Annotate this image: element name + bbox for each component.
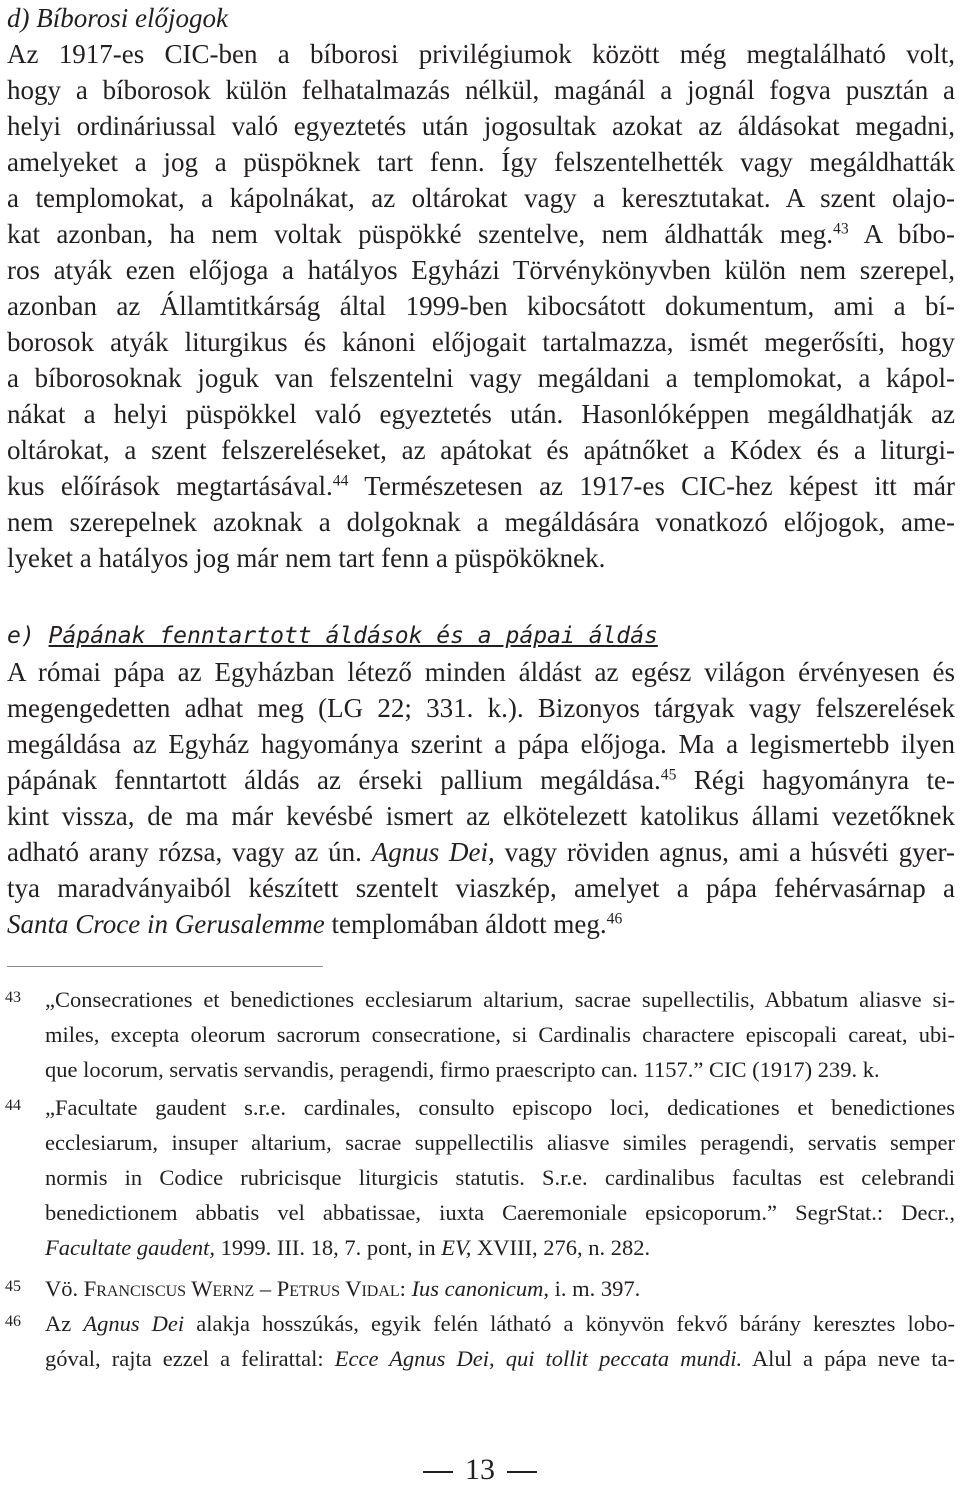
paragraph-line: nákat a helyi püspökkel való egyeztetés után. Hasonlóképpen megáldhatják az bbox=[7, 399, 955, 429]
paragraph-line: A római pápa az Egyházban létező minden áldást az egész világon érvényesen és bbox=[7, 657, 955, 687]
line-text: Vö. bbox=[45, 1276, 79, 1301]
line-text: Természetesen az 1917-es CIC-hez képest itt már bbox=[364, 471, 955, 501]
author-name: Petrus Vidal bbox=[276, 1276, 400, 1301]
paragraph-line: nem szerepelnek azoknak a dolgoknak a megáldására vonatkozó előjogok, ame- bbox=[7, 507, 955, 537]
footnote-number-45: 45 bbox=[5, 1278, 21, 1295]
dash-left bbox=[423, 1471, 453, 1473]
line-text: pápának fenntartott áldás az érseki pallium megáldása. bbox=[7, 765, 661, 795]
footnote-line bbox=[45, 1344, 955, 1374]
line-text: : bbox=[399, 1276, 406, 1301]
paragraph-line bbox=[7, 762, 955, 798]
line-text: kat azonban, ha nem voltak püspökké szentelve, nem áldhatták meg. bbox=[7, 219, 834, 249]
italic-term: Agnus Dei, bbox=[371, 837, 495, 867]
footnote-line bbox=[45, 1309, 955, 1339]
heading-prefix: e) bbox=[7, 623, 49, 649]
paragraph-line: hogy a bíborosok külön felhatalmazás nélkül, magánál a jognál fogva pusztán a bbox=[7, 75, 955, 105]
footnote-number-46: 46 bbox=[5, 1313, 21, 1330]
italic-term: Ecce Agnus Dei, qui tollit peccata mundi. bbox=[334, 1346, 743, 1371]
heading-title: Pápának fenntartott áldások és a pápai áldás bbox=[48, 623, 658, 649]
line-text: XVIII, 276, n. 282. bbox=[477, 1235, 651, 1260]
line-text: templomában áldott meg. bbox=[331, 909, 607, 939]
footnote-number-43: 43 bbox=[5, 989, 21, 1006]
line-text: kus előírások megtartásával. bbox=[7, 471, 333, 501]
line-text: Az bbox=[45, 1311, 72, 1336]
page-number bbox=[0, 1452, 960, 1488]
italic-term: Ius canonicum bbox=[411, 1276, 544, 1301]
italic-term: Santa Croce in Gerusalemme bbox=[7, 909, 325, 939]
line-text: – bbox=[259, 1276, 272, 1301]
line-text: Alul a pápa neve ta- bbox=[751, 1346, 955, 1371]
paragraph-line: a templomokat, a kápolnákat, az oltárokat vagy a keresztutakat. A szent olajo- bbox=[7, 183, 955, 213]
footnote-line: ecclesiarum, insuper altarium, sacrae suppellectilis aliasve similes peragendi, servatis semper bbox=[45, 1130, 955, 1155]
footnote-ref-46[interactable]: 46 bbox=[606, 910, 623, 928]
footnote-line bbox=[45, 1233, 955, 1263]
line-text: Régi hagyományra te- bbox=[693, 765, 956, 795]
paragraph-line: megáldása az Egyház hagyománya szerint a pápa előjoga. Ma a legismertebb ilyen bbox=[7, 729, 955, 759]
footnote-number-44: 44 bbox=[5, 1097, 21, 1114]
paragraph-line bbox=[7, 468, 955, 504]
paragraph-line: Az 1917-es CIC-ben a bíborosi privilégiumok között még megtalálható volt, bbox=[7, 39, 955, 69]
paragraph-line: borosok atyák liturgikus és kánoni előjogait tartalmazza, ismét megerősíti, hogy bbox=[7, 327, 955, 357]
line-text: , i. m. 397. bbox=[543, 1276, 641, 1301]
line-text: góval, rajta ezzel a felirattal: bbox=[45, 1346, 324, 1371]
footnote-line: miles, excepta oleorum sacrorum consecratione, si Cardinalis charactere episcopali careat, ubi- bbox=[45, 1022, 955, 1047]
italic-term: Agnus Dei bbox=[83, 1311, 185, 1336]
footnote-line: benedictionem abbatis vel abbatissae, iuxta Caeremoniale epsicoporum.” SegrStat.: Decr., bbox=[45, 1200, 955, 1225]
footnote-line: „Facultate gaudent s.r.e. cardinales, consulto episcopo loci, dedicationes et benedictiones bbox=[45, 1095, 955, 1120]
paragraph-line: azonban az Államtitkárság által 1999-ben kibocsátott dokumentum, ami a bí- bbox=[7, 291, 955, 321]
paragraph-line bbox=[7, 216, 955, 252]
section-e-heading bbox=[7, 618, 955, 654]
line-text: adható arany rózsa, vagy az ún. bbox=[7, 837, 362, 867]
italic-term: Facultate gaudent, bbox=[45, 1235, 215, 1260]
paragraph-line: oltárokat, a szent felszereléseket, az apátokat és apátnőket a Kódex és a liturgi- bbox=[7, 435, 955, 465]
footnote-line: normis in Codice rubricisque liturgicis statutis. S.r.e. cardinalibus facultas est celebrandi bbox=[45, 1165, 955, 1190]
line-text: vagy röviden agnus, ami a húsvéti gyer- bbox=[504, 837, 956, 867]
author-name: Franciscus Wernz bbox=[83, 1276, 255, 1301]
line-text: 1999. III. 18, 7. pont, in bbox=[220, 1235, 436, 1260]
line-text: alakja hosszúkás, egyik felén látható a könyvön fekvő bárány keresztes lobo- bbox=[196, 1311, 956, 1336]
footnote-line: „Consecrationes et benedictiones ecclesiarum altarium, sacrae supellectilis, Abbatum aliasve si- bbox=[45, 987, 955, 1012]
footnote-ref-43[interactable]: 43 bbox=[833, 220, 849, 238]
section-d-heading: d) Bíborosi előjogok bbox=[7, 3, 228, 33]
paragraph-line: lyeket a hatályos jog már nem tart fenn a püspököknek. bbox=[7, 543, 606, 573]
paragraph-line: ros atyák ezen előjoga a hatályos Egyházi Törvénykönyvben külön nem szerepel, bbox=[7, 255, 955, 285]
paragraph-line: amelyeket a jog a püspöknek tart fenn. Így felszentelhették vagy megáldhatták bbox=[7, 147, 955, 177]
footnote-divider bbox=[7, 966, 323, 967]
paragraph-line: kint vissza, de ma már kevésbé ismert az elkötelezett katolikus állami vezetőknek bbox=[7, 801, 955, 831]
italic-term: EV, bbox=[441, 1235, 472, 1260]
footnote-ref-44[interactable]: 44 bbox=[332, 472, 349, 490]
footnote-ref-45[interactable]: 45 bbox=[660, 766, 677, 784]
paragraph-line bbox=[7, 906, 955, 942]
page-number-text: 13 bbox=[465, 1453, 495, 1486]
paragraph-line: helyi ordináriussal való egyeztetés után jogosultak azokat az áldásokat megadni, bbox=[7, 111, 955, 141]
dash-right bbox=[507, 1471, 537, 1473]
paragraph-line: megengedetten adhat meg (LG 22; 331. k.). Bizonyos tárgyak vagy felszerelések bbox=[7, 693, 955, 723]
paragraph-line: a bíborosoknak joguk van felszentelni vagy megáldani a templomokat, a kápol- bbox=[7, 363, 955, 393]
paragraph-line: tya maradványaiból készített szentelt viaszkép, amelyet a pápa fehérvasárnap a bbox=[7, 873, 955, 903]
line-text: A bíbo- bbox=[863, 219, 955, 249]
paragraph-line bbox=[7, 834, 955, 870]
footnote-line: que locorum, servatis servandis, peragendi, firmo praescripto can. 1157.” CIC (1917) 239. k. bbox=[45, 1057, 880, 1082]
footnote-line bbox=[45, 1274, 955, 1304]
